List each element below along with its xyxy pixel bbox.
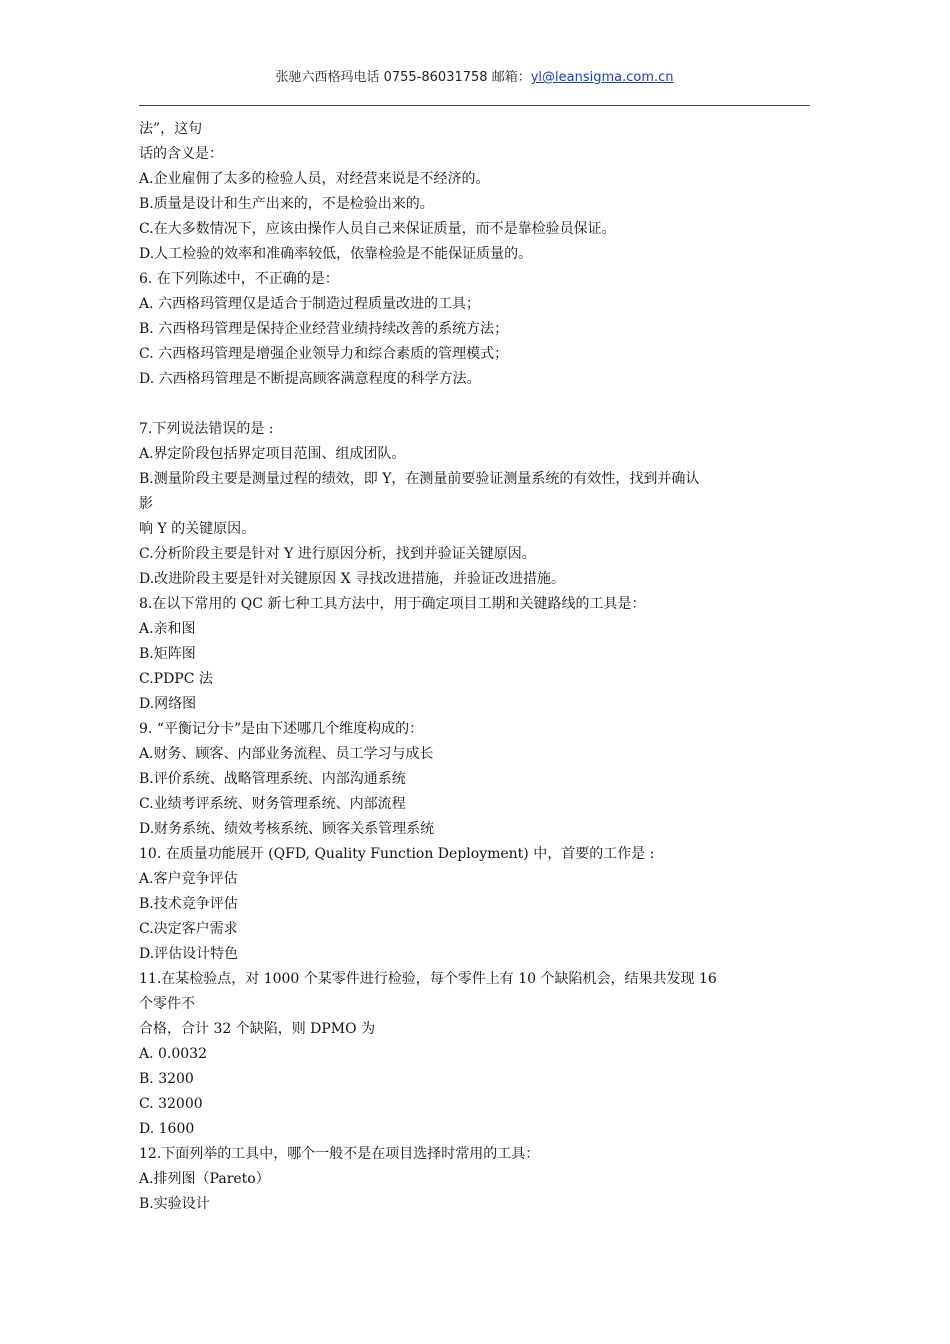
- answer-option-continued: 影: [139, 496, 153, 512]
- answer-option: A.排列图（Pareto）: [139, 1171, 270, 1187]
- question-9: 9. “平衡记分卡”是由下述哪几个维度构成的：: [139, 721, 424, 737]
- answer-option: A.财务、顾客、内部业务流程、员工学习与成长: [139, 746, 434, 762]
- answer-option: A.企业雇佣了太多的检验人员，对经营来说是不经济的。: [139, 171, 490, 187]
- answer-option: A. 六西格玛管理仅是适合于制造过程质量改进的工具；: [139, 296, 481, 312]
- question-6: 6. 在下列陈述中，不正确的是：: [139, 271, 339, 287]
- question-11-continued: 个零件不: [139, 996, 195, 1012]
- answer-option: B.测量阶段主要是测量过程的绩效，即 Y，在测量前要验证测量系统的有效性，找到并确认: [139, 471, 700, 487]
- question-11-continued: 合格，合计 32 个缺陷，则 DPMO 为: [139, 1021, 376, 1037]
- answer-option: B.实验设计: [139, 1196, 210, 1212]
- answer-option: D.网络图: [139, 696, 197, 712]
- answer-option-continued: 响 Y 的关键原因。: [139, 521, 256, 537]
- answer-option: D.改进阶段主要是针对关键原因 X 寻找改进措施，并验证改进措施。: [139, 571, 566, 587]
- answer-option: A.客户竞争评估: [139, 871, 238, 887]
- answer-option: D.人工检验的效率和准确率较低，依靠检验是不能保证质量的。: [139, 246, 533, 262]
- answer-option: C.业绩考评系统、财务管理系统、内部流程: [139, 796, 406, 812]
- answer-option: D. 1600: [139, 1121, 195, 1137]
- answer-option: D.财务系统、绩效考核系统、顾客关系管理系统: [139, 821, 435, 837]
- header-email-link[interactable]: yl@leansigma.com.cn: [530, 70, 674, 85]
- answer-option: C.在大多数情况下，应该由操作人员自己来保证质量，而不是靠检验员保证。: [139, 221, 616, 237]
- answer-option: B. 六西格玛管理是保持企业经营业绩持续改善的系统方法；: [139, 321, 509, 337]
- answer-option: B.质量是设计和生产出来的，不是检验出来的。: [139, 196, 434, 212]
- answer-option: C.决定客户需求: [139, 921, 238, 937]
- answer-option: B.评价系统、战略管理系统、内部沟通系统: [139, 771, 406, 787]
- page-header: [139, 68, 810, 88]
- answer-option: B.技术竞争评估: [139, 896, 238, 912]
- answer-option: A.亲和图: [139, 621, 196, 637]
- answer-option: C. 六西格玛管理是增强企业领导力和综合素质的管理模式；: [139, 346, 509, 362]
- question-11: 11.在某检验点，对 1000 个某零件进行检验，每个零件上有 10 个缺陷机会，结果共发现 16: [139, 971, 717, 987]
- document-body: [139, 117, 810, 1217]
- answer-option: B.矩阵图: [139, 646, 196, 662]
- header-divider: [139, 105, 810, 106]
- answer-option: D.评估设计特色: [139, 946, 239, 962]
- answer-option: C.PDPC 法: [139, 671, 213, 687]
- answer-option: D. 六西格玛管理是不断提高顾客满意程度的科学方法。: [139, 371, 481, 387]
- question-8: 8.在以下常用的 QC 新七种工具方法中，用于确定项目工期和关键路线的工具是：: [139, 596, 646, 612]
- answer-option: A. 0.0032: [139, 1046, 207, 1062]
- answer-option: B. 3200: [139, 1071, 194, 1087]
- answer-option: A.界定阶段包括界定项目范围、组成团队。: [139, 446, 406, 462]
- question-12: 12.下面列举的工具中，哪个一般不是在项目选择时常用的工具：: [139, 1146, 540, 1162]
- question-7: 7.下列说法错误的是 :: [139, 421, 274, 437]
- answer-option: C. 32000: [139, 1096, 203, 1112]
- blank-line: [139, 392, 810, 417]
- question-10: 10. 在质量功能展开 (QFD, Quality Function Deployment) 中，首要的工作是 :: [139, 846, 655, 862]
- header-contact-text: 张驰六西格玛电话 0755-86031758 邮箱：: [275, 70, 531, 85]
- text-line: 话的含义是：: [139, 146, 223, 162]
- text-line: 法”，这句: [139, 121, 203, 137]
- answer-option: C.分析阶段主要是针对 Y 进行原因分析，找到并验证关键原因。: [139, 546, 536, 562]
